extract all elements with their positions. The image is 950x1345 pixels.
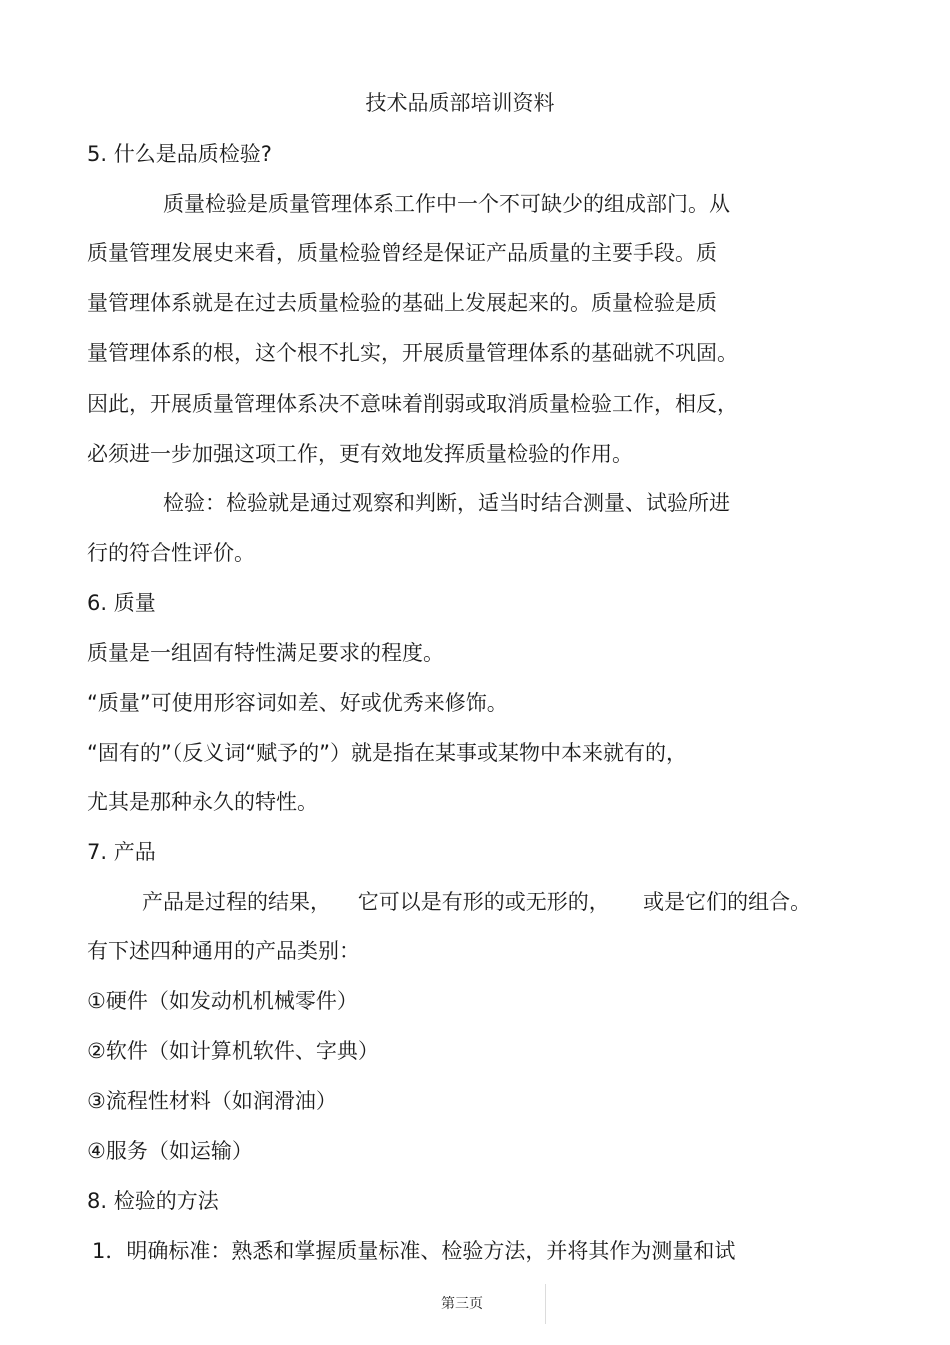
paragraph-line: 行的符合性评价。	[87, 541, 255, 565]
paragraph-line: 因此，开展质量管理体系决不意味着削弱或取消质量检验工作，相反，	[87, 392, 738, 416]
paragraph-line: 有下述四种通用的产品类别：	[87, 939, 360, 963]
paragraph-line: 量管理体系的根，这个根不扎实，开展质量管理体系的基础就不巩固。	[87, 341, 738, 365]
paragraph-line: 检验：检验就是通过观察和判断，适当时结合测量、试验所进	[163, 491, 730, 515]
list-item: ①硬件（如发动机机械零件）	[87, 989, 358, 1013]
paragraph-line: 1．明确标准：熟悉和掌握质量标准、检验方法，并将其作为测量和试	[92, 1239, 736, 1263]
heading-section-7: 7. 产品	[87, 840, 156, 864]
paragraph-line: 产品是过程的结果， 它可以是有形的或无形的， 或是它们的组合。	[142, 890, 812, 914]
paragraph-line: 质量是一组固有特性满足要求的程度。	[87, 641, 444, 665]
footer-divider	[545, 1284, 546, 1324]
list-item: ④服务（如运输）	[87, 1139, 253, 1163]
list-item: ③流程性材料（如润滑油）	[87, 1089, 337, 1113]
paragraph-line: 必须进一步加强这项工作，更有效地发挥质量检验的作用。	[87, 442, 633, 466]
paragraph-line: “固有的”（反义词“赋予的”）就是指在某事或某物中本来就有的，	[87, 741, 688, 765]
list-item: ②软件（如计算机软件、字典）	[87, 1039, 379, 1063]
paragraph-line: 质量检验是质量管理体系工作中一个不可缺少的组成部门。从	[163, 192, 730, 216]
paragraph-line: 尤其是那种永久的特性。	[87, 790, 318, 814]
heading-section-6: 6. 质量	[87, 591, 156, 615]
paragraph-line: 量管理体系就是在过去质量检验的基础上发展起来的。质量检验是质	[87, 291, 717, 315]
heading-section-8: 8. 检验的方法	[87, 1189, 219, 1213]
heading-section-5: 5. 什么是品质检验?	[87, 142, 272, 166]
page-number: 第三页	[441, 1296, 483, 1312]
document-title: 技术品质部培训资料	[365, 91, 555, 115]
paragraph-line: 质量管理发展史来看，质量检验曾经是保证产品质量的主要手段。质	[87, 241, 717, 265]
paragraph-line: “质量”可使用形容词如差、好或优秀来修饰。	[87, 691, 508, 715]
